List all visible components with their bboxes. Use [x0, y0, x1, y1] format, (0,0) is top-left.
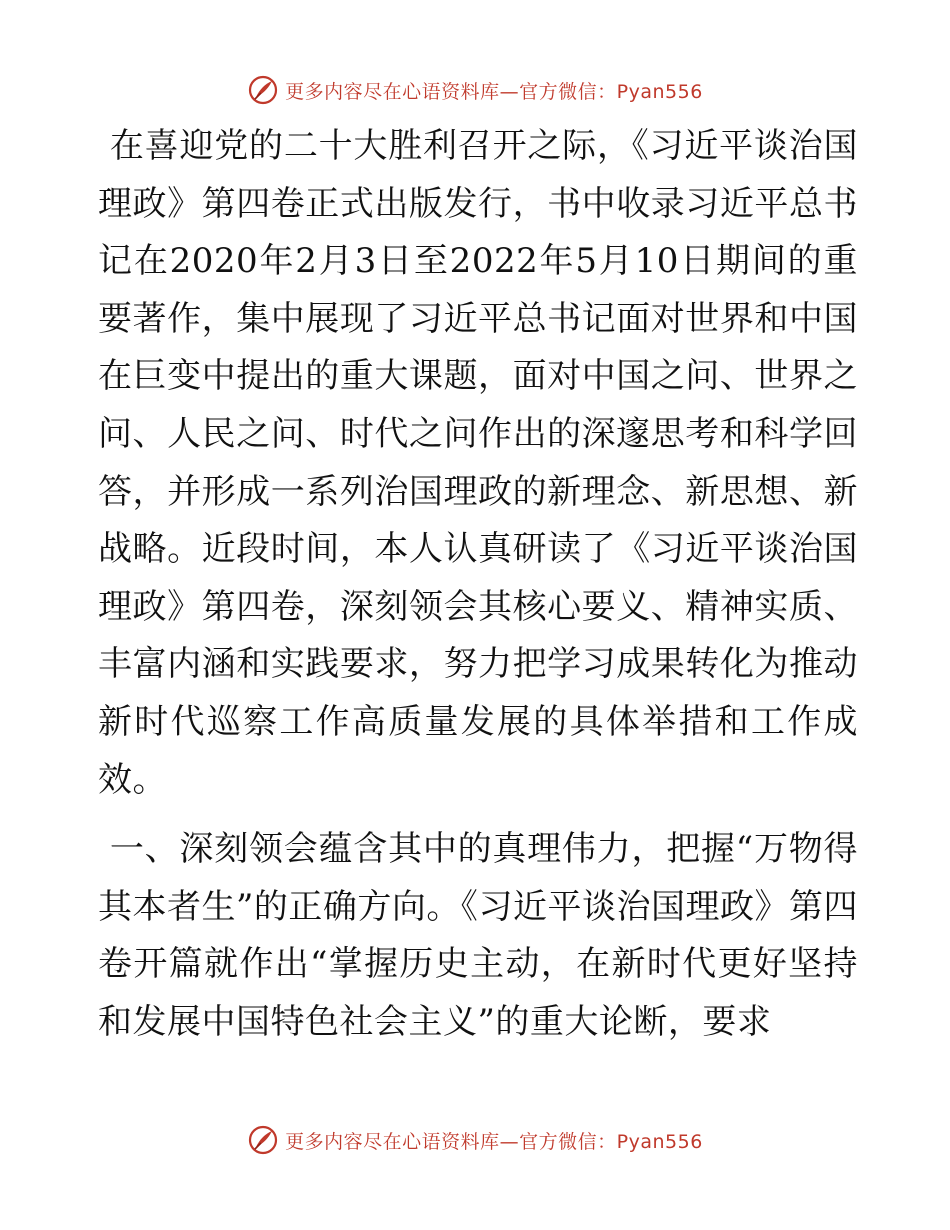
header-banner	[0, 70, 950, 110]
body-paragraph-1: 在喜迎党的二十大胜利召开之际，《习近平谈治国理政》第四卷正式出版发行，书中收录习近平总书记在2020年2月3日至2022年5月10日期间的重要著作，集中展现了习近平总书记面对世界和中国在巨变中提出的重大课题，面对中国之问、世界之问、人民之问、时代之问作出的深邃思考和科学回答，并形成一系列治国理政的新理念、新思想、新战略。近段时间，本人认真研读了《习近平谈治国理政》第四卷，深刻领会其核心要义、精神实质、丰富内涵和实践要求，努力把学习成果转化为推动新时代巡察工作高质量发展的具体举措和工作成效。	[98, 126, 858, 800]
header-banner-text: 更多内容尽在心语资料库—官方微信：Pyan556	[285, 80, 703, 103]
quill-feather-icon	[247, 1124, 279, 1156]
quill-feather-icon	[247, 74, 279, 106]
body-paragraph-2: 一、深刻领会蕴含其中的真理伟力，把握“万物得其本者生”的正确方向。《习近平谈治国理政》第四卷开篇就作出“掌握历史主动，在新时代更好坚持和发展中国特色社会主义”的重大论断，要求	[98, 829, 858, 1042]
footer-banner-text: 更多内容尽在心语资料库—官方微信：Pyan556	[285, 1130, 703, 1153]
footer-banner	[0, 1120, 950, 1160]
document-body	[98, 118, 858, 1052]
